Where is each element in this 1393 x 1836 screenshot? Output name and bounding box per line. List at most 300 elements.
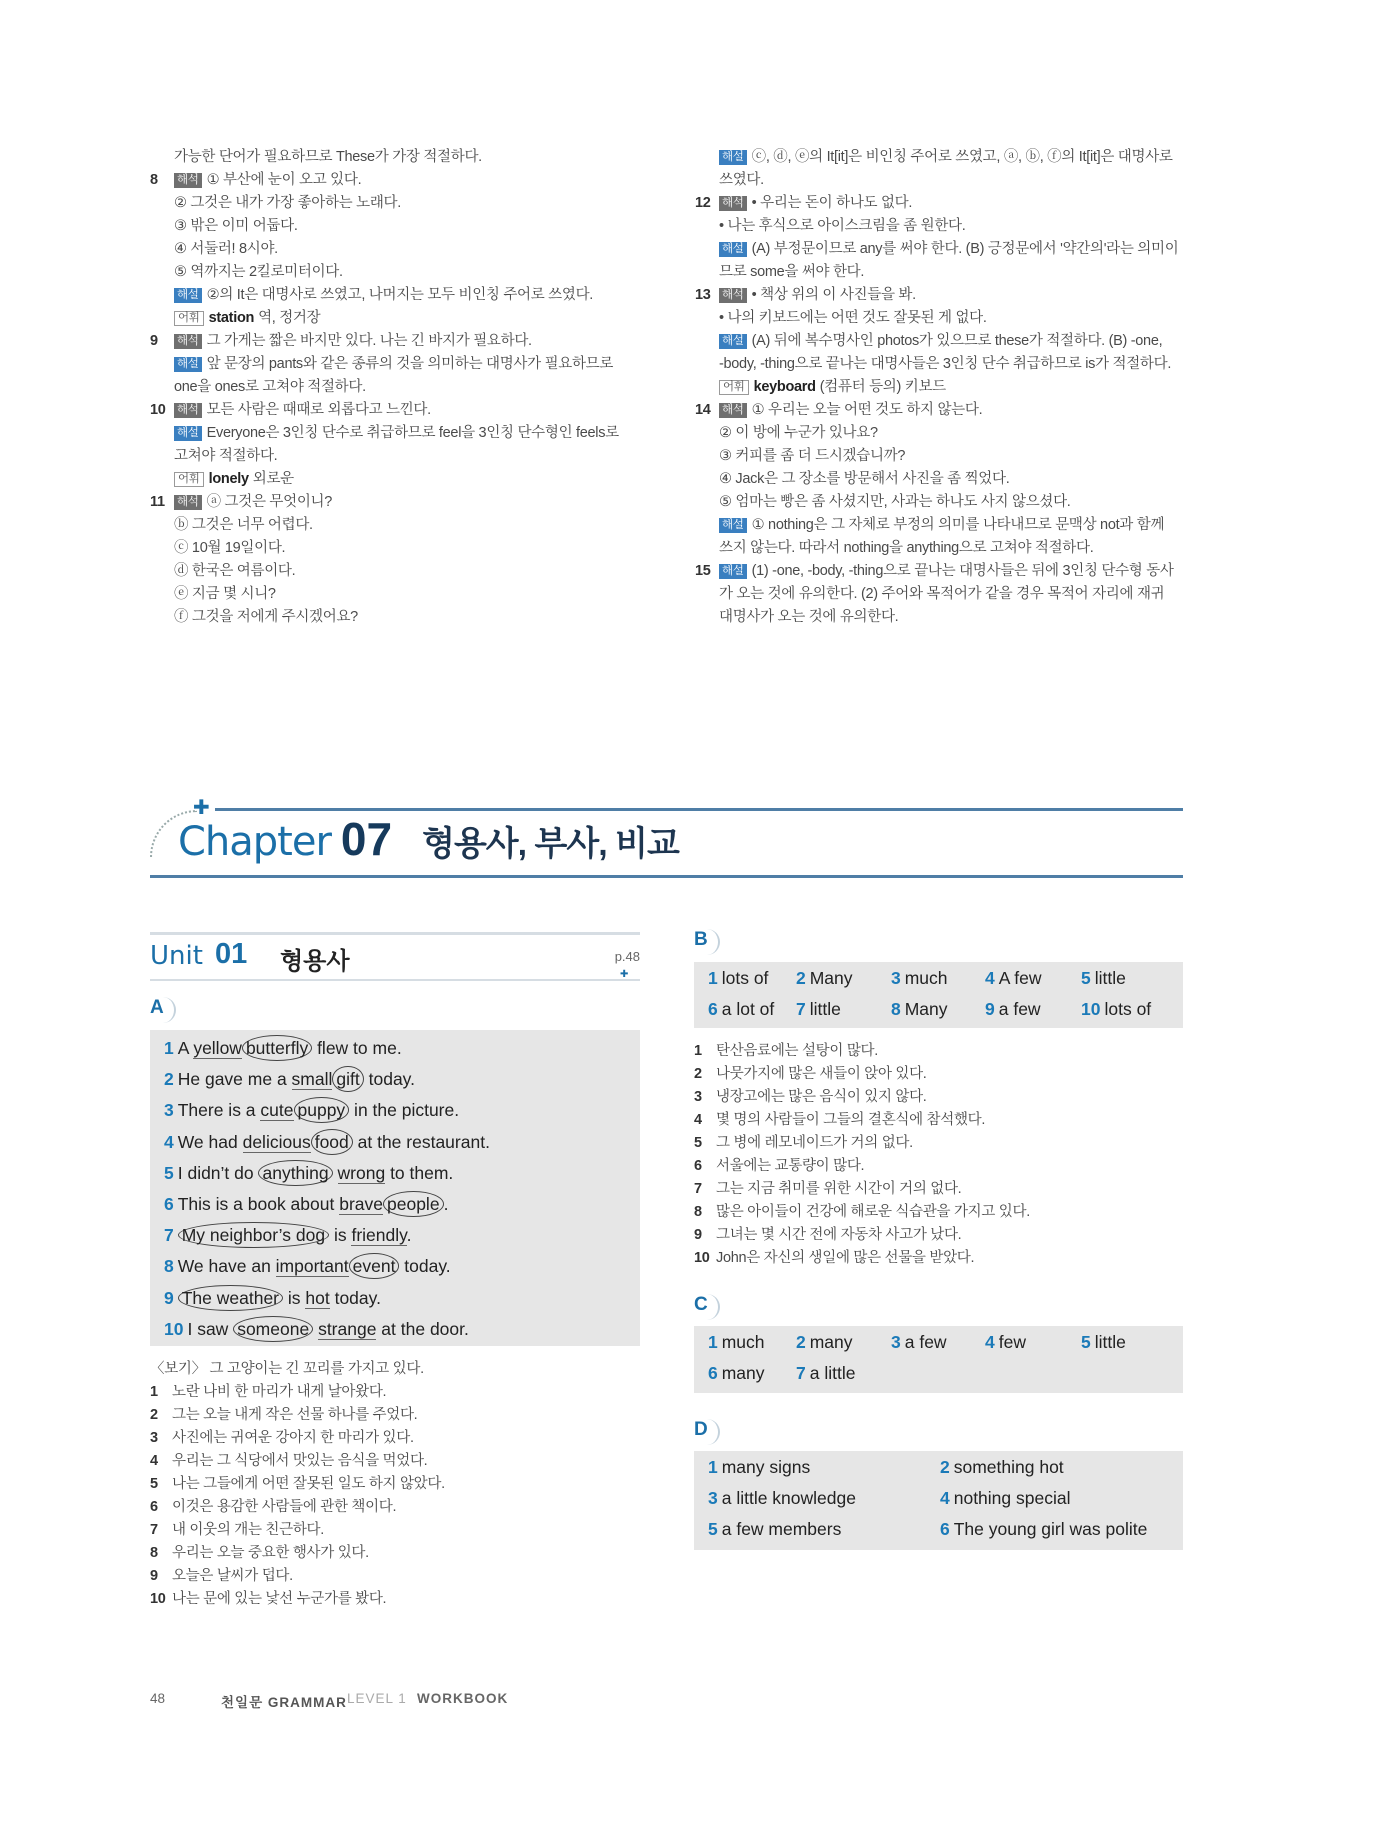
section-b-label: B — [694, 929, 720, 955]
translation-line — [694, 1224, 1030, 1247]
section-b-translations — [694, 1040, 1030, 1270]
item-number: 3 — [164, 1100, 174, 1121]
item-number: 5 — [150, 1476, 158, 1492]
note-text: (컴퓨터 등의) 키보드 — [819, 379, 946, 395]
note-tag-badge: 해설 — [719, 564, 747, 579]
note-line — [695, 468, 1195, 491]
underlined-modifier: cute — [260, 1100, 294, 1121]
note-tag-badge: 해설 — [174, 357, 202, 372]
item-number: 1 — [708, 968, 718, 988]
translation-line — [694, 1040, 1030, 1063]
section-a-label: A — [150, 997, 176, 1023]
note-tag-badge: 해설 — [174, 426, 202, 441]
item-number: 1 — [708, 1457, 718, 1477]
note-text: ④ Jack은 그 장소를 방문해서 사진을 좀 찍었다. — [719, 471, 1010, 487]
item-number: 4 — [940, 1488, 950, 1508]
note-line — [150, 514, 650, 537]
note-text: one을 ones로 고쳐야 적절하다. — [174, 379, 366, 395]
item-number: 6 — [708, 999, 718, 1019]
item-number: 10 — [150, 402, 166, 418]
item-number: 9 — [150, 1568, 158, 1584]
note-line — [150, 491, 650, 514]
chapter-title — [178, 812, 679, 866]
note-line — [695, 514, 1195, 537]
item-number: 5 — [1081, 1332, 1091, 1352]
translation-line — [694, 1086, 1030, 1109]
note-text: ② 이 방에 누군가 있나요? — [719, 425, 878, 441]
item-number: 5 — [694, 1135, 702, 1151]
sentence-text: I didn’t do — [177, 1162, 259, 1183]
unit-title: 형용사 — [280, 948, 350, 975]
translation-line — [150, 1381, 445, 1404]
underlined-modifier: small — [291, 1069, 333, 1090]
note-tag-badge: 해설 — [719, 242, 747, 257]
translation-text: John은 자신의 생일에 많은 선물을 받았다. — [716, 1250, 975, 1266]
page-reference: p.48 — [614, 949, 640, 964]
note-text: 가능한 단어가 필요하므로 These가 가장 적절하다. — [174, 149, 482, 165]
note-line — [695, 422, 1195, 445]
note-tag-badge: 해설 — [719, 518, 747, 533]
sentence-text: in the picture. — [349, 1100, 460, 1121]
item-number: 8 — [150, 172, 158, 188]
answer-text: many — [721, 1363, 765, 1383]
answer-item — [708, 968, 768, 989]
note-tag-badge: 해석 — [174, 403, 202, 418]
note-line — [150, 307, 650, 330]
note-line — [150, 560, 650, 583]
item-number: 4 — [150, 1453, 158, 1469]
item-number: 9 — [164, 1287, 174, 1308]
answer-item — [708, 1519, 841, 1540]
chapter-number: 07 — [340, 813, 393, 865]
item-number: 2 — [796, 1332, 806, 1352]
sentence-text: A — [177, 1038, 194, 1058]
sentence-text: today. — [399, 1256, 451, 1277]
sentence-text: to them. — [385, 1162, 454, 1183]
item-number: 2 — [150, 1407, 158, 1423]
sentence-text: We have an — [177, 1256, 276, 1277]
answer-text: a little knowledge — [721, 1488, 856, 1508]
answer-sentence — [164, 1225, 411, 1246]
item-number: 3 — [708, 1488, 718, 1508]
item-number: 8 — [891, 999, 901, 1019]
item-number: 3 — [150, 1430, 158, 1446]
answer-item — [796, 999, 841, 1020]
note-tag-badge: 어휘 — [174, 472, 204, 487]
section-d-label: D — [694, 1419, 720, 1445]
note-line — [150, 169, 650, 192]
item-number: 4 — [985, 968, 995, 988]
note-text: ③ 커피를 좀 더 드시겠습니까? — [719, 448, 906, 464]
item-number: 12 — [695, 195, 711, 211]
item-number: 2 — [796, 968, 806, 988]
note-line — [150, 422, 650, 445]
note-line — [150, 376, 650, 399]
translation-text: 그 병에 레모네이드가 거의 없다. — [716, 1135, 913, 1151]
item-number: 10 — [694, 1250, 710, 1266]
chapter-topic: 형용사, 부사, 비교 — [422, 825, 679, 863]
underlined-modifier: brave — [339, 1194, 383, 1214]
translation-line — [150, 1519, 445, 1542]
answer-text: a little — [809, 1363, 856, 1383]
answer-sentence — [164, 1100, 459, 1121]
item-number: 5 — [164, 1162, 174, 1183]
note-text: • 나의 키보드에는 어떤 것도 잘못된 게 없다. — [719, 310, 987, 326]
item-number: 9 — [985, 999, 995, 1019]
item-number: 6 — [164, 1194, 174, 1214]
item-number: 13 — [695, 287, 711, 303]
sentence-text: . — [443, 1194, 449, 1214]
note-line — [695, 376, 1195, 399]
section-a-answer-box — [150, 1030, 640, 1346]
item-number: 3 — [891, 968, 901, 988]
item-number: 5 — [708, 1519, 718, 1539]
note-text: 앞 문장의 pants와 같은 종류의 것을 의미하는 대명사가 필요하므로 — [206, 356, 614, 372]
underlined-modifier: yellow — [193, 1038, 242, 1058]
translation-text: 이것은 용감한 사람들에 관한 책이다. — [172, 1499, 397, 1515]
answer-item — [891, 968, 948, 989]
item-number: 6 — [150, 1499, 158, 1515]
translation-line — [150, 1358, 445, 1381]
answer-item — [940, 1488, 1070, 1509]
vocab-word: keyboard — [753, 379, 816, 395]
sentence-text: at the door. — [376, 1318, 469, 1339]
translation-text: 나는 문에 있는 낯선 누군가를 봤다. — [172, 1591, 387, 1607]
circled-noun: people — [383, 1191, 444, 1217]
sentence-text: He gave me a — [177, 1069, 292, 1090]
underlined-modifier: important — [275, 1256, 349, 1277]
answer-sentence — [164, 1319, 469, 1340]
answer-text: Many — [904, 999, 948, 1019]
answer-text: many signs — [721, 1457, 811, 1477]
answer-text: much — [904, 968, 948, 988]
answer-text: little — [1094, 1332, 1126, 1352]
note-text: 므로 some을 써야 한다. — [719, 264, 865, 280]
answer-sentence — [164, 1163, 453, 1184]
section-c-label: C — [694, 1294, 720, 1320]
answer-item — [708, 999, 774, 1020]
note-tag-badge: 해설 — [174, 288, 202, 303]
circled-noun: event — [349, 1253, 400, 1279]
item-number: 10 — [1081, 999, 1101, 1019]
item-number: 9 — [150, 333, 158, 349]
translation-text: 그는 지금 취미를 위한 시간이 거의 없다. — [716, 1181, 962, 1197]
note-text: ① nothing은 그 자체로 부정의 의미를 나타내므로 문맥상 not과 함께 — [751, 517, 1165, 533]
item-number: 1 — [164, 1038, 174, 1058]
translation-line — [150, 1473, 445, 1496]
answer-item — [891, 1332, 947, 1353]
translation-text: 많은 아이들이 건강에 해로운 식습관을 가지고 있다. — [716, 1204, 1030, 1220]
answer-item — [796, 1332, 853, 1353]
note-tag-badge: 어휘 — [174, 311, 204, 326]
answer-text: something hot — [953, 1457, 1064, 1477]
note-text: 대명사가 오는 것에 유의한다. — [719, 609, 899, 625]
answer-text: A few — [998, 968, 1042, 988]
translation-text: 그는 오늘 내게 작은 선물 하나를 주었다. — [172, 1407, 418, 1423]
note-line — [150, 445, 650, 468]
answer-item — [940, 1457, 1064, 1478]
underlined-modifier: friendly — [351, 1225, 407, 1246]
vocab-word: station — [208, 310, 255, 326]
underlined-modifier: strange — [318, 1318, 377, 1339]
note-text: 그 가게는 짧은 바지만 있다. 나는 긴 바지가 필요하다. — [206, 333, 532, 349]
translation-text: 몇 명의 사람들이 그들의 결혼식에 참석했다. — [716, 1112, 986, 1128]
item-number: 7 — [694, 1181, 702, 1197]
note-text: 쓰였다. — [719, 172, 764, 188]
footer-book: WORKBOOK — [417, 1691, 509, 1706]
answer-text: nothing special — [953, 1488, 1071, 1508]
answer-item — [708, 1457, 810, 1478]
sentence-text: is — [329, 1225, 352, 1246]
note-line — [150, 330, 650, 353]
circled-noun: butterfly — [242, 1035, 312, 1061]
note-text: ⓔ 지금 몇 시니? — [174, 586, 276, 602]
note-text: • 우리는 돈이 하나도 없다. — [751, 195, 913, 211]
sentence-text: We had — [177, 1131, 243, 1152]
sentence-text: This is a book about — [177, 1194, 340, 1214]
note-text: ⓑ 그것은 너무 어렵다. — [174, 517, 313, 533]
note-line — [695, 399, 1195, 422]
sentence-text: today. — [363, 1069, 415, 1090]
translation-line — [694, 1063, 1030, 1086]
sentence-text — [333, 1163, 338, 1183]
answer-sentence — [164, 1038, 402, 1059]
note-line — [695, 583, 1195, 606]
translation-text: 우리는 오늘 중요한 행사가 있다. — [172, 1545, 369, 1561]
translation-line — [694, 1155, 1030, 1178]
answer-text: lots of — [1104, 999, 1152, 1019]
item-number: 10 — [150, 1591, 166, 1607]
item-number: 8 — [164, 1256, 174, 1277]
note-line — [150, 606, 650, 629]
chapter-bottom-rule — [150, 875, 1183, 878]
item-number: 1 — [150, 1384, 158, 1400]
answer-text: few — [998, 1332, 1026, 1352]
answer-text: The young girl was polite — [953, 1519, 1148, 1539]
note-line — [695, 560, 1195, 583]
answer-item — [796, 1363, 855, 1384]
item-number: 10 — [164, 1318, 184, 1339]
note-line — [695, 491, 1195, 514]
section-a-translations — [150, 1358, 445, 1611]
note-line — [150, 537, 650, 560]
underlined-modifier: delicious — [242, 1131, 311, 1152]
note-tag-badge: 어휘 — [719, 380, 749, 395]
note-tag-badge: 해석 — [719, 403, 747, 418]
note-line — [695, 330, 1195, 353]
answer-sentence — [164, 1288, 381, 1309]
item-number: 8 — [694, 1204, 702, 1220]
translation-text: 서울에는 교통량이 많다. — [716, 1158, 865, 1174]
answer-item — [940, 1519, 1147, 1540]
note-text: ① 우리는 오늘 어떤 것도 하지 않는다. — [751, 402, 983, 418]
chapter-word: Chapter — [178, 819, 331, 865]
item-number: 6 — [708, 1363, 718, 1383]
circled-noun: gift — [332, 1066, 363, 1092]
note-text: (A) 부정문이므로 any를 써야 한다. (B) 긍정문에서 '약간의'라는 의미이 — [751, 241, 1179, 257]
note-line — [695, 537, 1195, 560]
sentence-text: today. — [329, 1287, 381, 1308]
answer-item — [708, 1488, 856, 1509]
section-b-answer-box — [694, 962, 1183, 1028]
translation-line — [150, 1450, 445, 1473]
translation-line — [150, 1496, 445, 1519]
answer-text: little — [1094, 968, 1126, 988]
translation-text: 〈보기〉 그 고양이는 긴 꼬리를 가지고 있다. — [150, 1361, 424, 1377]
item-number: 11 — [150, 494, 165, 510]
circled-noun: someone — [233, 1316, 313, 1342]
answer-item — [985, 968, 1042, 989]
note-tag-badge: 해석 — [174, 495, 202, 510]
note-line — [695, 192, 1195, 215]
circled-noun: anything — [258, 1160, 332, 1186]
note-text: ⓕ 그것을 저에게 주시겠어요? — [174, 609, 358, 625]
note-text: ⑤ 엄마는 빵은 좀 사셨지만, 사과는 하나도 사지 않으셨다. — [719, 494, 1071, 510]
translation-line — [694, 1247, 1030, 1270]
sentence-text: flew to me. — [312, 1038, 402, 1058]
answer-text: a few — [998, 999, 1041, 1019]
answer-item — [708, 1332, 765, 1353]
translation-line — [150, 1427, 445, 1450]
item-number: 7 — [150, 1522, 158, 1538]
plus-icon: ✚ — [620, 969, 629, 980]
footer-level: LEVEL 1 — [347, 1691, 407, 1706]
note-line — [150, 353, 650, 376]
plus-icon: ✚ — [193, 797, 210, 819]
note-tag-badge: 해석 — [719, 288, 747, 303]
note-line — [695, 238, 1195, 261]
note-text: ① 부산에 눈이 오고 있다. — [206, 172, 362, 188]
translation-text: 나뭇가지에 많은 새들이 앉아 있다. — [716, 1066, 927, 1082]
note-text: (A) 뒤에 복수명사인 photos가 있으므로 these가 적절하다. (B) -one, — [751, 333, 1163, 349]
answer-notes-right-column — [695, 146, 1195, 629]
answer-text: Many — [809, 968, 853, 988]
item-number: 14 — [695, 402, 711, 418]
translation-text: 노란 나비 한 마리가 내게 날아왔다. — [172, 1384, 387, 1400]
translation-text: 나는 그들에게 어떤 잘못된 일도 하지 않았다. — [172, 1476, 445, 1492]
item-number: 1 — [708, 1332, 718, 1352]
answer-text: a few members — [721, 1519, 842, 1539]
note-line — [695, 353, 1195, 376]
answer-text: little — [809, 999, 841, 1019]
note-tag-badge: 해설 — [719, 334, 747, 349]
section-c-answer-box — [694, 1326, 1183, 1393]
note-text: ⓒ, ⓓ, ⓔ의 It[it]은 비인칭 주어로 쓰였고, ⓐ, ⓑ, ⓕ의 It[it]은 대명사로 — [751, 149, 1173, 165]
item-number: 15 — [695, 563, 711, 579]
note-text: 외로운 — [252, 471, 294, 487]
translation-line — [694, 1178, 1030, 1201]
answer-text: many — [809, 1332, 853, 1352]
note-line — [695, 445, 1195, 468]
answer-sentence — [164, 1194, 448, 1215]
unit-header — [150, 932, 640, 981]
note-line — [695, 169, 1195, 192]
note-tag-badge: 해설 — [719, 150, 747, 165]
item-number: 6 — [694, 1158, 702, 1174]
note-text: ② 그것은 내가 가장 좋아하는 노래다. — [174, 195, 401, 211]
note-line — [150, 215, 650, 238]
circled-noun: The weather — [178, 1285, 283, 1311]
answer-text: lots of — [721, 968, 769, 988]
translation-text: 그녀는 몇 시간 전에 자동차 사고가 났다. — [716, 1227, 962, 1243]
vocab-word: lonely — [208, 471, 249, 487]
note-line — [150, 238, 650, 261]
note-tag-badge: 해석 — [719, 196, 747, 211]
unit-number: 01 — [215, 938, 248, 970]
note-text: ④ 서둘러! 8시야. — [174, 241, 278, 257]
note-text: 쓰지 않는다. 따라서 nothing을 anything으로 고쳐야 적절하다. — [719, 540, 1094, 556]
note-text: ②의 It은 대명사로 쓰였고, 나머지는 모두 비인칭 주어로 쓰였다. — [206, 287, 594, 303]
translation-text: 내 이웃의 개는 친근하다. — [172, 1522, 324, 1538]
translation-line — [150, 1404, 445, 1427]
underlined-modifier: wrong — [337, 1162, 386, 1183]
item-number: 2 — [940, 1457, 950, 1477]
note-text: 모든 사람은 때때로 외롭다고 느낀다. — [206, 402, 431, 418]
note-text: Everyone은 3인칭 단수로 취급하므로 feel을 3인칭 단수형인 feels로 — [206, 425, 619, 441]
chapter-top-rule — [215, 808, 1183, 811]
translation-line — [150, 1565, 445, 1588]
sentence-text: I saw — [187, 1318, 234, 1339]
sentence-text: There is a — [177, 1100, 261, 1121]
answer-item — [1081, 1332, 1126, 1353]
translation-text: 오늘은 날씨가 덥다. — [172, 1568, 293, 1584]
sentence-text: is — [283, 1287, 306, 1308]
item-number: 2 — [164, 1069, 174, 1090]
item-number: 4 — [694, 1112, 702, 1128]
answer-text: much — [721, 1332, 765, 1352]
translation-text: 우리는 그 식당에서 맛있는 음식을 먹었다. — [172, 1453, 428, 1469]
answer-item — [1081, 999, 1151, 1020]
answer-sentence — [164, 1132, 490, 1153]
item-number: 2 — [694, 1066, 702, 1082]
note-line — [150, 583, 650, 606]
circled-noun: food — [311, 1129, 353, 1155]
item-number: 4 — [164, 1131, 174, 1152]
answer-sentence — [164, 1069, 415, 1090]
translation-line — [150, 1542, 445, 1565]
answer-item — [985, 999, 1041, 1020]
sentence-text: . — [406, 1225, 412, 1246]
translation-text: 탄산음료에는 설탕이 많다. — [716, 1043, 878, 1059]
note-text: • 책상 위의 이 사진들을 봐. — [751, 287, 916, 303]
note-text: ⓐ 그것은 무엇이니? — [206, 494, 332, 510]
note-line — [150, 192, 650, 215]
sentence-text: at the restaurant. — [352, 1131, 490, 1152]
circled-noun: puppy — [294, 1097, 350, 1123]
section-d-answer-box — [694, 1451, 1183, 1550]
item-number: 5 — [1081, 968, 1091, 988]
answer-item — [796, 968, 853, 989]
note-tag-badge: 해석 — [174, 173, 202, 188]
note-line — [695, 146, 1195, 169]
translation-text: 냉장고에는 많은 음식이 있지 않다. — [716, 1089, 927, 1105]
item-number: 7 — [164, 1225, 174, 1246]
underlined-modifier: hot — [305, 1287, 330, 1308]
unit-word: Unit — [150, 941, 203, 971]
note-text: (1) -one, -body, -thing으로 끝나는 대명사들은 뒤에 3인칭 단수형 동사 — [751, 563, 1174, 579]
item-number: 3 — [694, 1089, 702, 1105]
item-number: 7 — [796, 1363, 806, 1383]
answer-item — [708, 1363, 765, 1384]
translation-line — [694, 1132, 1030, 1155]
note-line — [695, 307, 1195, 330]
note-line — [695, 215, 1195, 238]
answer-notes-left-column — [150, 146, 650, 629]
answer-text: a few — [904, 1332, 947, 1352]
answer-sentence — [164, 1256, 451, 1277]
note-line — [150, 468, 650, 491]
translation-line — [694, 1109, 1030, 1132]
